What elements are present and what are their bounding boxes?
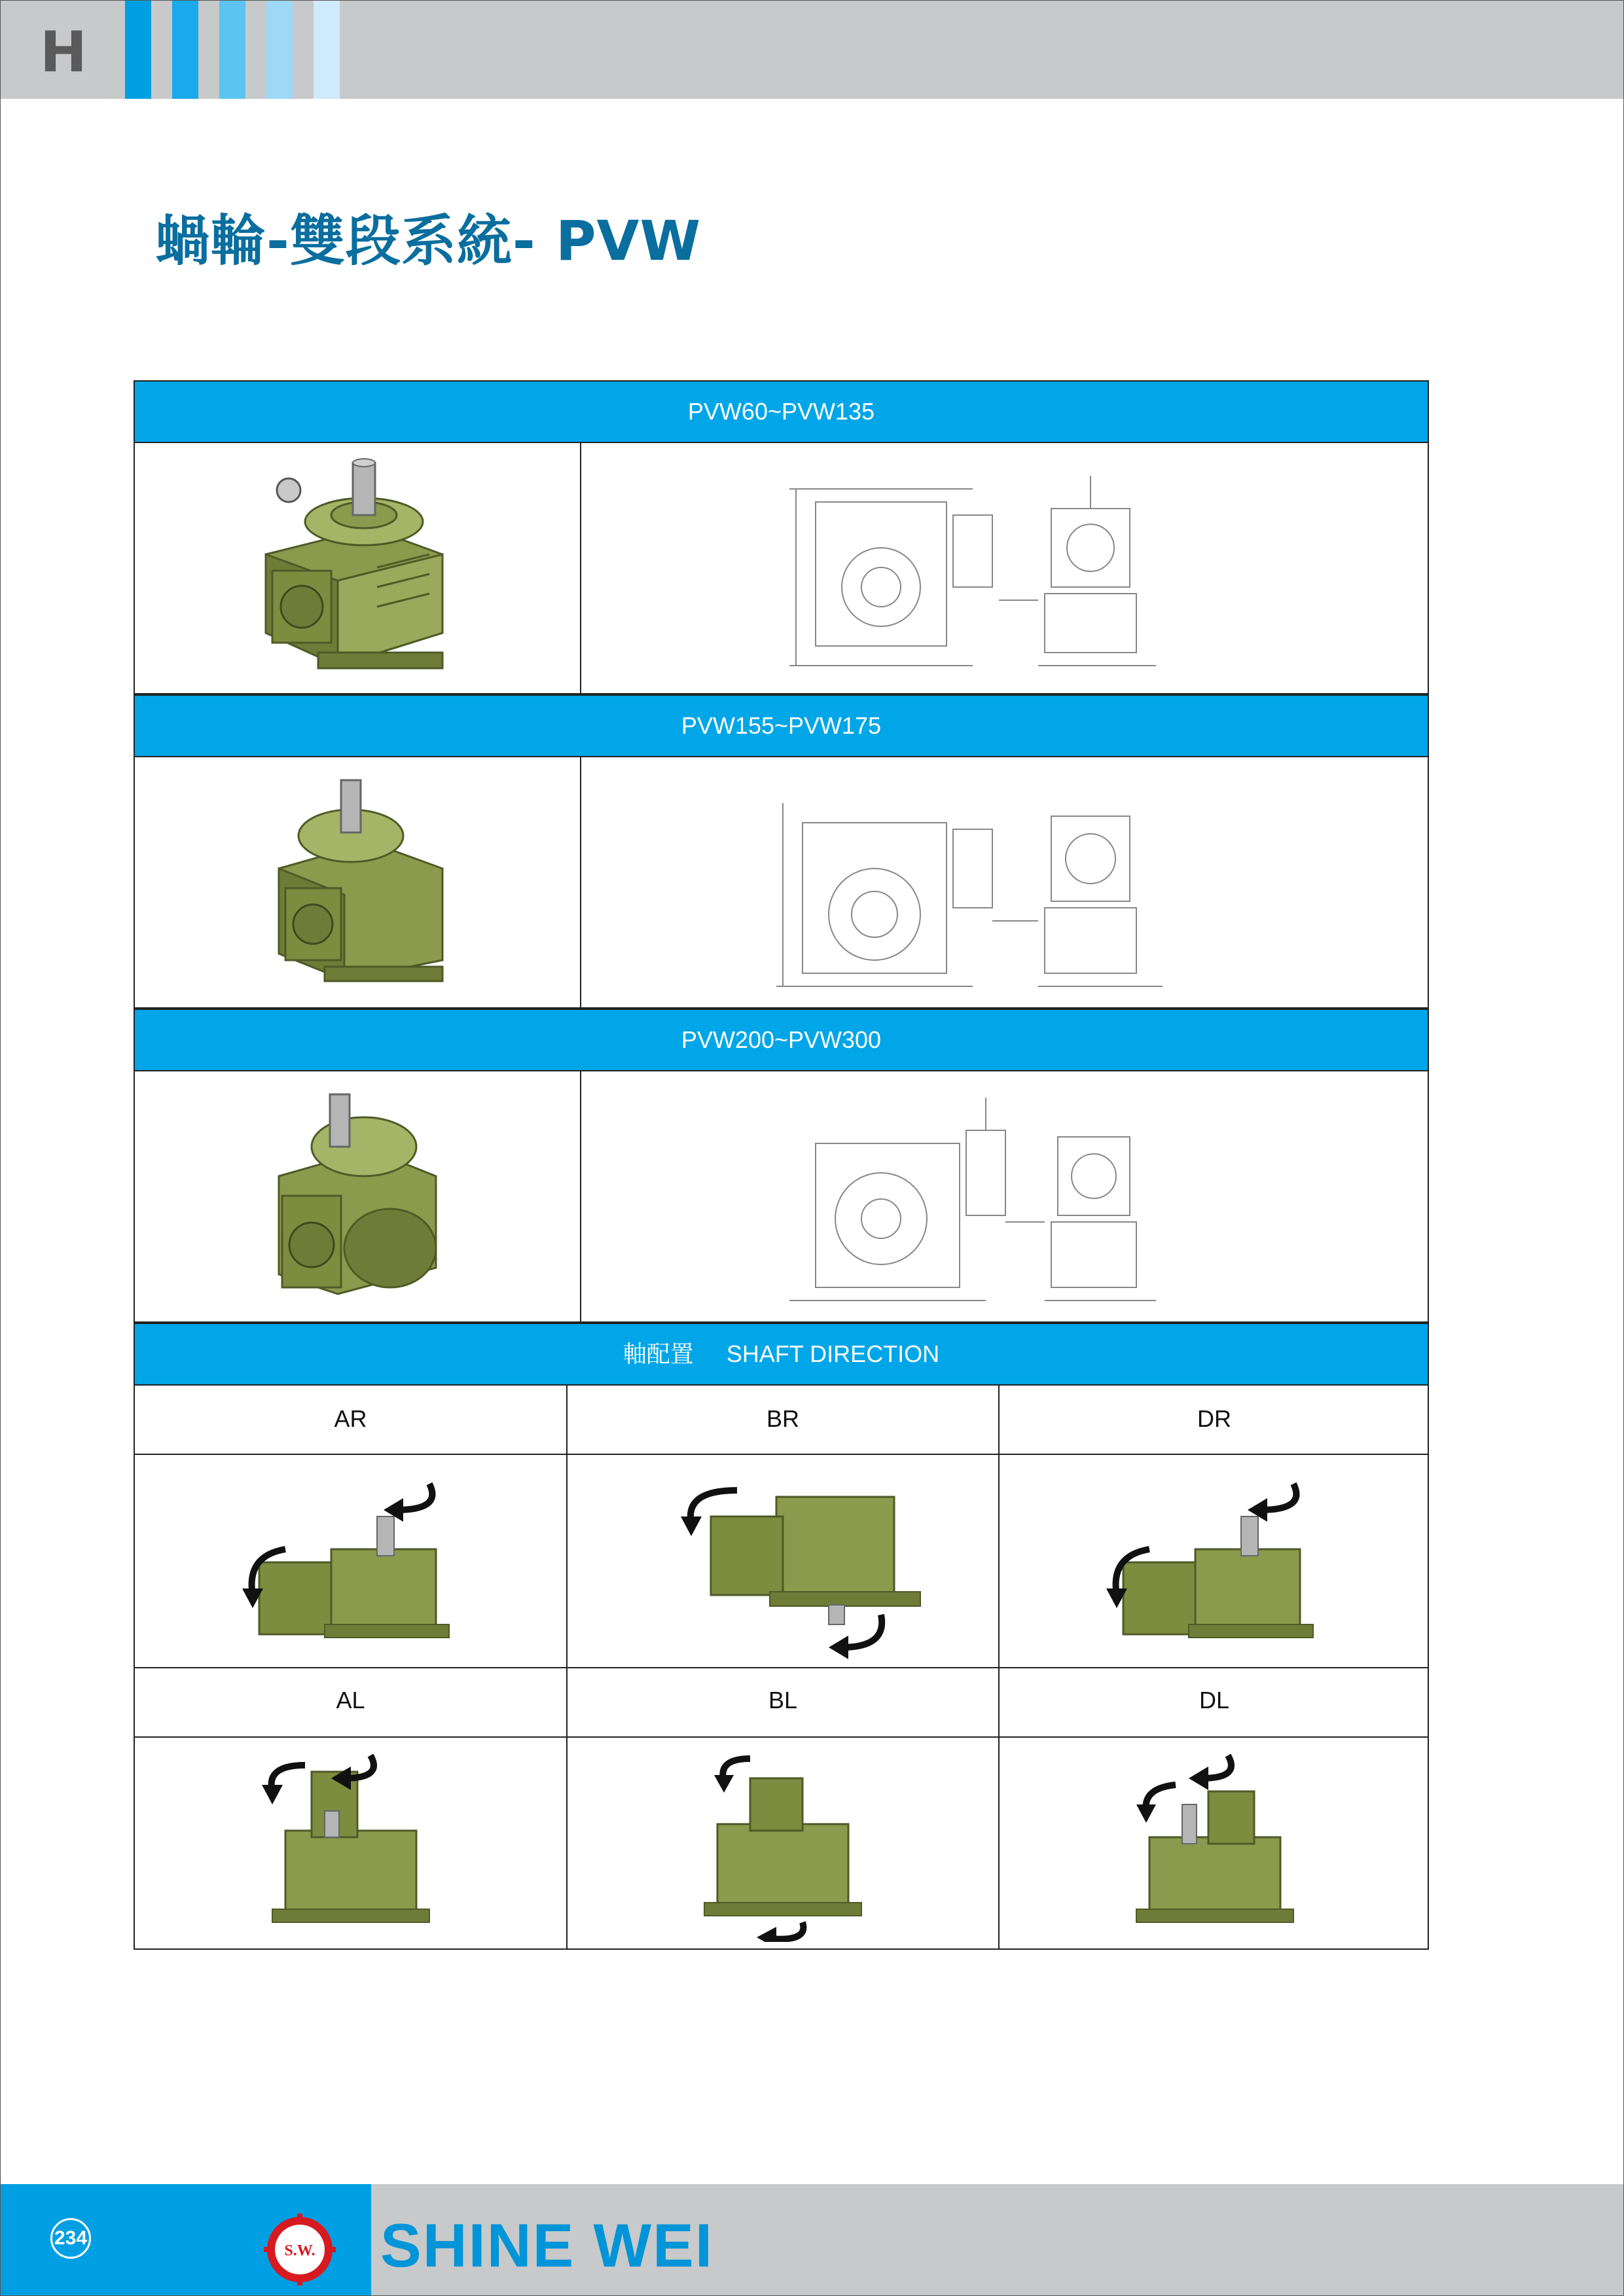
header-stripe xyxy=(172,1,198,99)
shaft-diagram-ar xyxy=(233,1464,469,1660)
header-stripe xyxy=(219,1,245,99)
header-band xyxy=(1,1,1624,99)
gearbox-icon xyxy=(266,459,442,668)
logo-text: S.W. xyxy=(284,2242,316,2259)
shaft-diagram-dr xyxy=(1097,1464,1333,1660)
technical-drawing xyxy=(776,1078,1169,1314)
shaft-diagram-br xyxy=(665,1464,927,1660)
footer-band xyxy=(1,2184,1624,2296)
shaft-grid xyxy=(134,1386,1429,1950)
model-row xyxy=(134,1071,1429,1323)
company-logo xyxy=(264,2214,336,2286)
model-row xyxy=(134,757,1429,1009)
section-letter: H xyxy=(40,20,87,85)
shaft-direction-heading xyxy=(134,1323,1429,1386)
column-divider xyxy=(580,443,581,693)
row-divider xyxy=(135,1736,1428,1738)
shaft-diagram-al xyxy=(246,1746,456,1942)
brand-name: SHINE WEI xyxy=(380,2211,713,2280)
shaft-diagram-dl xyxy=(1110,1746,1320,1942)
model-row xyxy=(134,443,1429,694)
shaft-label-ar: AR xyxy=(334,1405,367,1432)
header-stripe xyxy=(314,1,340,99)
shaft-label-dr: DR xyxy=(1197,1405,1231,1432)
header-stripe xyxy=(266,1,293,99)
gearbox-icon xyxy=(279,780,442,981)
model-heading: PVW155~PVW175 xyxy=(134,694,1429,757)
shaft-label-dl: DL xyxy=(1199,1687,1230,1713)
technical-drawing xyxy=(763,764,1182,999)
header-stripe xyxy=(125,1,151,99)
model-heading: PVW60~PVW135 xyxy=(134,380,1429,443)
model-heading: PVW200~PVW300 xyxy=(134,1009,1429,1071)
shaft-diagram-bl xyxy=(678,1746,888,1942)
gearbox-photo xyxy=(246,1085,469,1307)
page-title: 蝸輪-雙段系統- PVW xyxy=(155,209,702,273)
column-divider xyxy=(580,757,581,1007)
shaft-label-br: BR xyxy=(766,1405,799,1432)
shaft-heading-cn: 軸配置 xyxy=(623,1340,694,1367)
technical-drawing xyxy=(776,450,1169,685)
gearbox-photo xyxy=(246,456,469,679)
page-number: 234 xyxy=(50,2218,91,2259)
shaft-label-bl: BL xyxy=(768,1687,798,1713)
gearbox-icon xyxy=(279,1094,436,1294)
column-divider xyxy=(580,1071,581,1321)
shaft-label-al: AL xyxy=(336,1687,365,1713)
gearbox-photo xyxy=(246,770,469,993)
shaft-heading-en: SHAFT DIRECTION xyxy=(726,1340,940,1367)
row-divider xyxy=(135,1454,1428,1455)
row-divider xyxy=(135,1667,1428,1668)
